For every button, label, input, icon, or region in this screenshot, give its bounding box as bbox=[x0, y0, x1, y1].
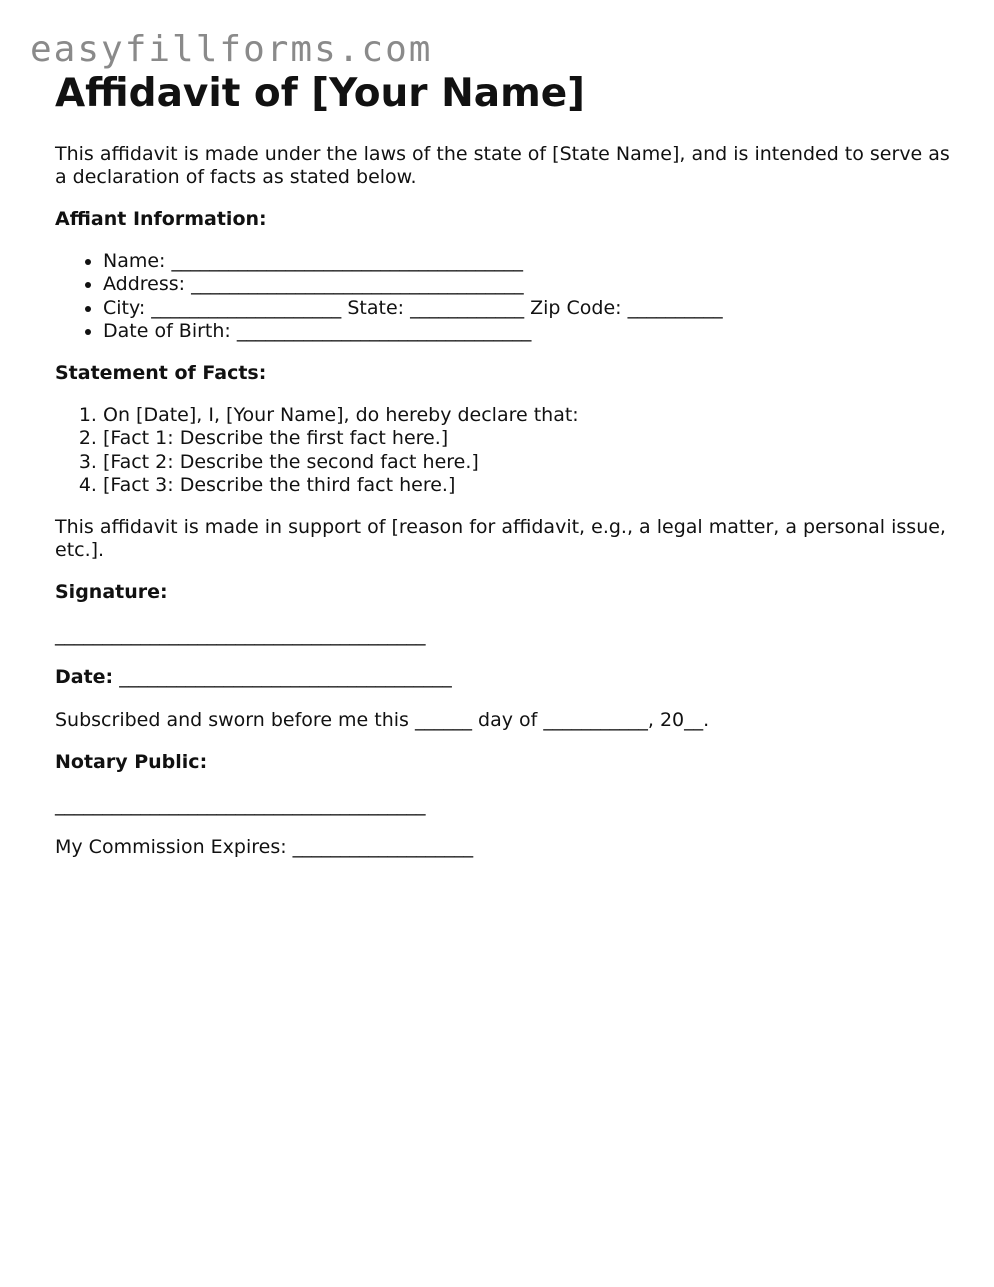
affiant-list bbox=[55, 250, 955, 343]
signature-heading: Signature: bbox=[55, 581, 168, 604]
fact-item: 2. [Fact 1: Describe the first fact here.] bbox=[103, 427, 955, 450]
document-body bbox=[55, 70, 955, 859]
fact-item: 4. [Fact 3: Describe the third fact here.] bbox=[103, 474, 955, 497]
affiant-heading: Affiant Information: bbox=[55, 208, 267, 230]
affiant-dob-field[interactable]: • Date of Birth: _______________________________ bbox=[103, 320, 955, 343]
notary-signature-line[interactable]: _______________________________________ bbox=[55, 794, 426, 817]
notary-heading: Notary Public: bbox=[55, 751, 208, 774]
support-paragraph: This affidavit is made in support of [reason for affidavit, e.g., a legal matter, a personal issue, etc.]. bbox=[55, 516, 946, 562]
facts-list bbox=[55, 404, 955, 497]
signature-line[interactable]: _______________________________________ bbox=[55, 624, 426, 647]
watermark: easyfillforms.com bbox=[30, 29, 433, 70]
facts-heading: Statement of Facts: bbox=[55, 362, 267, 385]
sworn-statement[interactable]: Subscribed and sworn before me this ______ day of ___________, 20__. bbox=[55, 709, 710, 732]
affiant-address-field[interactable]: • Address: ___________________________________ bbox=[103, 273, 955, 296]
document-title: Affidavit of [Your Name] bbox=[55, 71, 585, 116]
fact-item: 3. [Fact 2: Describe the second fact here.] bbox=[103, 451, 955, 474]
affiant-name-field[interactable]: • Name: _____________________________________ bbox=[103, 250, 955, 273]
affiant-city-state-zip-field[interactable]: • City: ____________________ State: ____________ Zip Code: __________ bbox=[103, 297, 955, 320]
date-row bbox=[55, 666, 955, 689]
date-label: Date: bbox=[55, 666, 114, 689]
intro-paragraph: This affidavit is made under the laws of the state of [State Name], and is intended to serve as a declaration of facts as stated below. bbox=[55, 143, 950, 188]
date-line[interactable]: ___________________________________ bbox=[113, 666, 452, 689]
commission-expires-field[interactable]: My Commission Expires: ___________________ bbox=[55, 836, 474, 859]
fact-item: 1. On [Date], I, [Your Name], do hereby declare that: bbox=[103, 404, 955, 427]
